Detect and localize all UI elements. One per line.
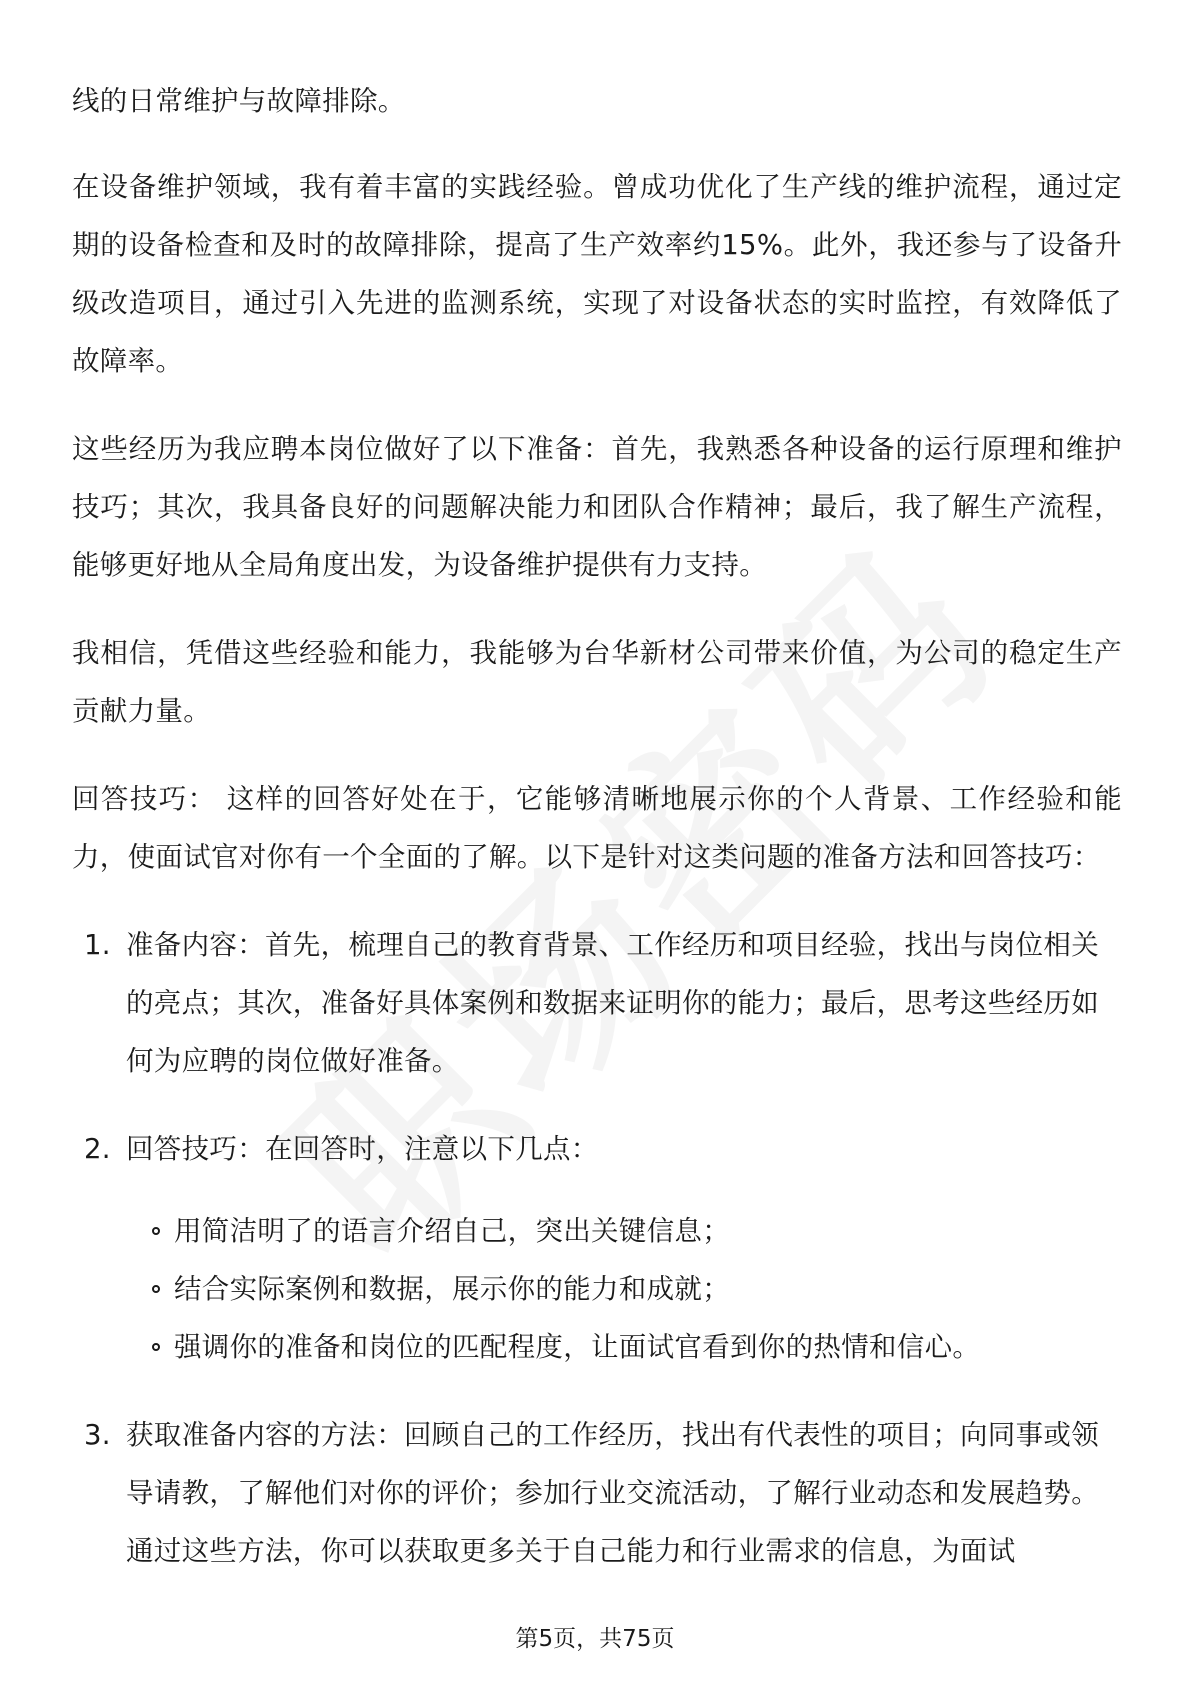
paragraph-conclusion: 我相信，凭借这些经验和能力，我能够为台华新材公司带来价值，为公司的稳定生产贡献力量。 — [72, 637, 1122, 727]
tips-list-item — [72, 1120, 1122, 1376]
page-number-footer: 第5页，共75页 — [515, 1626, 675, 1652]
sub-list-item-text: 用简洁明了的语言介绍自己，突出关键信息； — [174, 1215, 730, 1247]
tips-list-item — [72, 916, 1122, 1090]
sub-list-item — [126, 1202, 1122, 1260]
list-number: 2. — [84, 1133, 111, 1165]
document-body — [72, 72, 1122, 1610]
circle-bullet-icon — [152, 1227, 160, 1235]
circle-bullet-icon — [152, 1343, 160, 1351]
paragraph-preparation: 这些经历为我应聘本岗位做好了以下准备：首先，我熟悉各种设备的运行原理和维护技巧；其次，我具备良好的问题解决能力和团队合作精神；最后，我了解生产流程，能够更好地从全局角度出发，为设备维护提供有力支持。 — [72, 433, 1122, 581]
sub-list-item-text: 强调你的准备和岗位的匹配程度，让面试官看到你的热情和信心。 — [174, 1331, 981, 1363]
list-item-text: 准备内容：首先，梳理自己的教育背景、工作经历和项目经验，找出与岗位相关的亮点；其次，准备好具体案例和数据来证明你的能力；最后，思考这些经历如何为应聘的岗位做好准备。 — [126, 929, 1099, 1077]
list-item-text: 回答技巧：在回答时，注意以下几点： — [126, 1133, 599, 1165]
sub-list-item — [126, 1260, 1122, 1318]
sub-list — [126, 1202, 1122, 1376]
paragraph-experience: 在设备维护领域，我有着丰富的实践经验。曾成功优化了生产线的维护流程，通过定期的设备检查和及时的故障排除，提高了生产效率约15%。此外，我还参与了设备升级改造项目，通过引入先进的监测系统，实现了对设备状态的实时监控，有效降低了故障率。 — [72, 171, 1122, 377]
list-number: 1. — [84, 929, 111, 961]
circle-bullet-icon — [152, 1285, 160, 1293]
list-item-text: 获取准备内容的方法：回顾自己的工作经历，找出有代表性的项目；向同事或领导请教，了解他们对你的评价；参加行业交流活动，了解行业动态和发展趋势。通过这些方法，你可以获取更多关于自己能力和行业需求的信息，为面试 — [126, 1419, 1099, 1567]
list-number: 3. — [84, 1419, 111, 1451]
tips-list-item — [72, 1406, 1122, 1580]
paragraph-answer-tips: 回答技巧： 这样的回答好处在于，它能够清晰地展示你的个人背景、工作经验和能力，使面试官对你有一个全面的了解。以下是针对这类问题的准备方法和回答技巧： — [72, 783, 1122, 873]
sub-list-item — [126, 1318, 1122, 1376]
tips-list — [72, 916, 1122, 1580]
sub-list-item-text: 结合实际案例和数据，展示你的能力和成就； — [174, 1273, 730, 1305]
paragraph-continuation: 线的日常维护与故障排除。 — [72, 85, 406, 117]
